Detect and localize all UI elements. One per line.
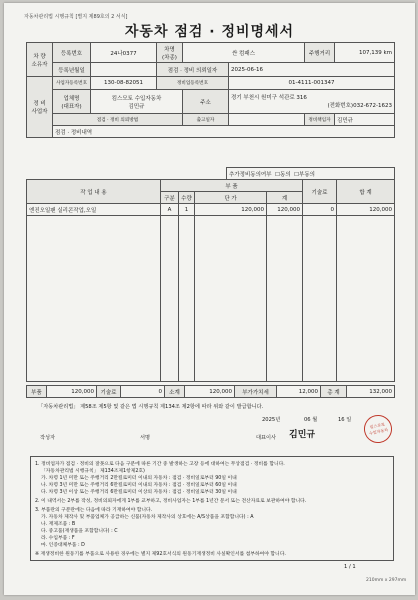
additional-label: 추가정비동의여부 [229,171,272,178]
delivery-value [229,114,305,126]
labor-total-value: 0 [121,386,165,398]
col-parts: 부 품 [161,180,303,192]
col-amount: 계 [267,192,303,204]
license-value: 01-4111-001347 [229,77,395,90]
col-gubun: 구분 [161,192,179,204]
biz-no-value: 130-08-82051 [91,77,157,90]
labor-total-label: 기술료 [97,386,121,398]
delivery-label: 출고일자 [183,114,229,126]
address-label: 주소 [183,90,229,114]
col-work: 작 업 내 용 [27,180,161,204]
vat-label: 부가가치세 [235,386,277,398]
note-line: 가. 차령 1년 미만 또는 주행거리 2만킬로미터 이내의 자동차 : 점검 · 정비일로부터 90일 이내 [41,476,237,481]
document-title: 자동차 점검 · 정비명세서 [124,24,295,40]
address-cell [229,90,395,114]
col-total: 합 계 [337,180,395,204]
request-date-label: 점검 · 정비 의뢰일자 [157,63,229,77]
company-seal [361,412,394,445]
contract-label: 점검 · 정비 의뢰방법 [53,114,183,126]
mileage-value: 107,139 [359,49,382,56]
license-label: 정비업등록번호 [157,77,229,90]
note-line: 1. 정비업자가 점검 · 정비의 잘못으로 다음 구분에 따른 기간 중 발생하는 고장 등에 대하여는 무상점검 · 정비를 합니다. [35,462,285,467]
grand-total-value: 132,000 [347,386,395,398]
author-label: 작성자 [40,435,56,441]
law-text: 「자동차관리법」 제58조 제5항 및 같은 법 시행규칙 제134조 제2항에 따라 위와 같이 발급합니다. [38,404,264,410]
work-table [26,167,395,382]
reg-no-label: 등록번호 [53,43,91,63]
note-line: 나. 재제조품 : B [41,522,76,527]
shop-section-label: 정 비 사업자 [27,77,53,138]
work-label: 점검 · 정비내역 [53,126,395,138]
table-row-empty [27,216,395,382]
biz-no-label: 사업자등록번호 [53,77,91,90]
grand-total-label: 총 계 [321,386,347,398]
additional-refuse: 부동의 [299,171,315,178]
form-reference: 자동차관리법 시행규칙 [별지 제89호의 2 서식] [24,14,128,20]
additional-cell: 추가정비동의여부 ☐동의 ☐부동의 [227,168,395,180]
subtotal-value: 120,000 [185,386,235,398]
note-line: 3. 부품란의 구분란에는 다음에 따라 기재하여야 합니다. [35,508,153,513]
info-table [26,42,395,138]
phone-value: (전화번호)032-672-1623 [327,102,393,109]
reg-no-value: 24나0377 [91,43,157,63]
note-line: 마. 인증대체부품 : D [41,543,85,548]
note-line: 다. 중고품(재생품을 포함합니다) : C [41,529,118,534]
totals-table [26,385,395,398]
notes-box [30,456,394,561]
ceo-label: 대표이사 [256,435,277,441]
owner-section-label: 차 량 소유자 [27,43,53,77]
reg-date-label: 등록년월일 [53,63,91,77]
address-value: 경기 부천시 원미구 석관로 316 [231,94,307,101]
col-labor: 기술료 [303,180,337,204]
note-line: 가. 자동차 제작사 및 부품업체가 공급하는 신품(자동차 제작사의 상호에는 A/S상품을 포함합니다) : A [41,515,254,520]
row-gubun: A [161,204,179,216]
row-qty: 1 [179,204,195,216]
vehicle-value: 싼 컴패스 [183,43,305,63]
note-line: 2. 이 내역서는 2부를 작성, 정비의뢰자에게 1부를 교부하고, 정비사업자는 1부를 1년간 문서 또는 전산자료로 보관하여야 합니다. [35,499,307,504]
parts-total-value: 120,000 [47,386,97,398]
note-line: 다. 차령 3년 이상 또는 주행거리 6만킬로미터 이상의 자동차 : 점검 · 정비일로부터 30일 이내 [41,490,237,495]
note-line: 「자동차관리법 시행규칙」 제134조제1항제2호) [41,469,145,474]
request-date-value: 2025-06-16 [229,63,395,77]
vat-value: 12,000 [277,386,321,398]
vehicle-label: 차명 (차종) [157,43,183,63]
parts-total-label: 부품 [27,386,47,398]
row-unit: 120,000 [195,204,267,216]
row-amount: 120,000 [267,204,303,216]
row-labor: 0 [303,204,337,216]
reg-date-value [91,63,157,77]
note-line: 나. 차령 3년 미만 또는 주행거리 6만킬로미터 이내의 자동차 : 점검 · 정비일로부터 60일 이내 [41,483,237,488]
issue-year: 2025년 [262,417,281,423]
document-sheet [4,3,415,595]
shop-name-label: 업체명 (대표자) [53,90,91,114]
mechanic-value: 김민규 [335,114,395,126]
seal-text: 킴스모토 수입자동차 [368,421,389,436]
note-line: 라. 수입부품 : F [41,536,75,541]
additional-agree: 동의 [279,171,291,178]
subtotal-label: 소계 [165,386,185,398]
table-row [27,204,395,216]
row-total: 120,000 [337,204,395,216]
mileage-label: 주행거리 [305,43,335,63]
mileage-cell [335,43,395,63]
sign-label: 서명 [140,435,151,441]
issue-month: 06 월 [304,417,318,423]
mechanic-label: 정비책임자 [305,114,335,126]
shop-name-value: 킴스모토 수입자동차 김민규 [91,90,183,114]
note-line: ※ 재생정비한 원동기를 부품으로 사용한 경우에는 별지 제92호서식의 원동기재생정비 사실확인서를 첨부하여야 합니다. [35,552,286,557]
issue-day: 16 일 [338,417,352,423]
col-qty: 수량 [179,192,195,204]
page-number: 1 / 1 [344,564,356,570]
mileage-unit: km [383,49,393,56]
row-work: 엔진오일팬 실리콘작업,오일 [27,204,161,216]
paper-size: 210mm x 297mm [366,578,407,583]
col-unit: 단 가 [195,192,267,204]
signature: 김민규 [289,430,316,440]
